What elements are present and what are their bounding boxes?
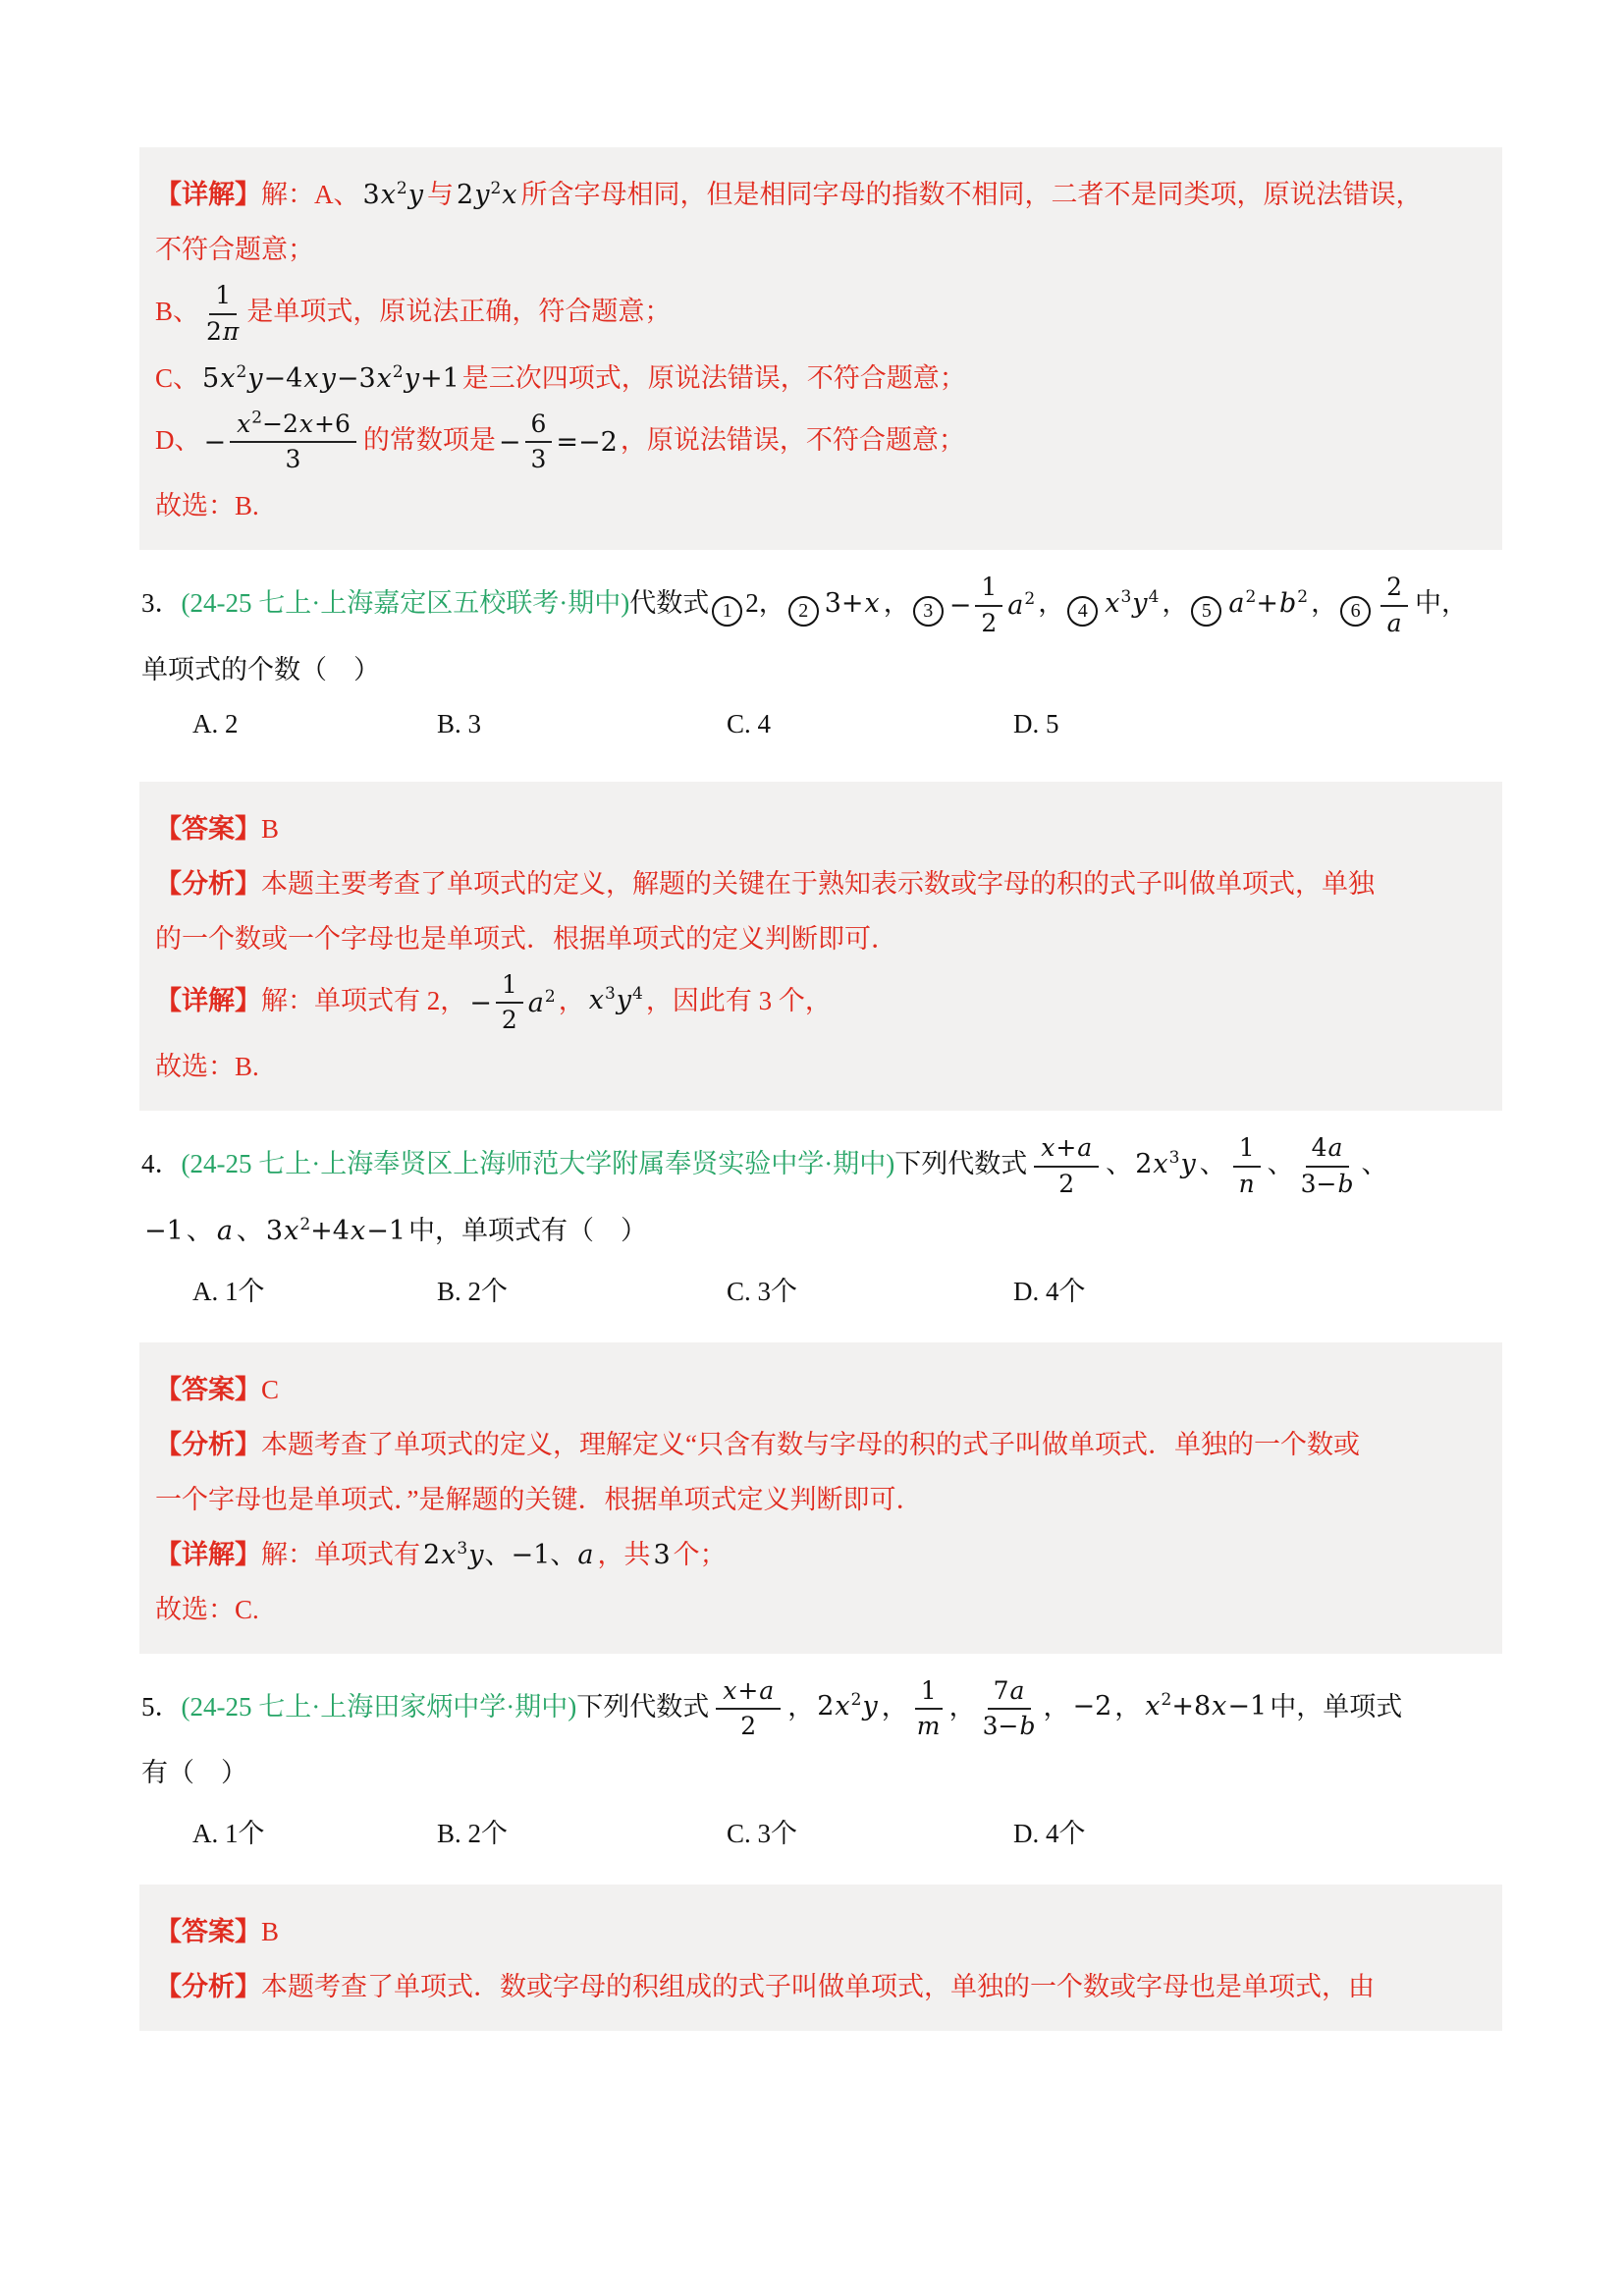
- math-variable: x: [1153, 1148, 1168, 1179]
- text-segment: 、: [1361, 1148, 1388, 1178]
- text-segment: 中，单项式有（ ）: [408, 1215, 648, 1245]
- math-exponent: 3: [457, 1538, 468, 1558]
- question-3: [141, 574, 1502, 693]
- text-segment: 所含字母相同，但是相同字母的指数不相同，二者不是同类项，原说法错误，: [520, 180, 1423, 209]
- numerator: 6: [525, 410, 553, 444]
- document-line: [155, 861, 1485, 907]
- math-variable: x: [723, 1675, 737, 1705]
- numerator: 4a: [1306, 1134, 1350, 1168]
- fraction-suffix: [527, 980, 556, 1026]
- math-formula: [585, 985, 646, 1015]
- math-variable: m: [916, 1712, 941, 1741]
- option-c: C. 4: [727, 708, 772, 738]
- option-d: D. 4个: [1013, 1276, 1086, 1306]
- text-segment: ，: [883, 587, 910, 618]
- math-exponent: 2: [392, 361, 404, 382]
- fraction-formula: [1294, 1134, 1362, 1199]
- math-variable: a: [1077, 1133, 1093, 1162]
- text-segment: 本题主要考查了单项式的定义，解题的关键在于熟知表示数或字母的积的式子叫做单项式，单独: [261, 868, 1375, 899]
- document-line: [155, 916, 1485, 962]
- text-segment: ，: [881, 1691, 908, 1722]
- fraction-formula: [466, 971, 558, 1036]
- math-variable: n: [1238, 1169, 1255, 1198]
- denominator: 2: [501, 1006, 517, 1035]
- fraction-prefix: −: [498, 426, 521, 458]
- math-exponent: 4: [1148, 586, 1160, 607]
- numerator: x+a: [1034, 1134, 1099, 1168]
- math-variable: a: [1386, 608, 1402, 637]
- denominator: 2π: [206, 316, 240, 346]
- document-line: [155, 1477, 1485, 1523]
- math-formula: 3+x: [824, 587, 880, 619]
- denominator: 3−b: [982, 1712, 1036, 1741]
- option-b: B. 2个: [437, 1276, 509, 1306]
- math-variable: x: [220, 362, 236, 394]
- text-segment: (24-25 七上·上海奉贤区上海师范大学附属奉贤实验中学·期中): [181, 1148, 895, 1178]
- math-variable: x: [380, 180, 396, 210]
- math-variable: x: [588, 985, 604, 1016]
- fraction: [983, 1677, 1037, 1742]
- text-segment: ，: [948, 1691, 976, 1722]
- math-exponent: 2: [490, 179, 502, 198]
- math-variable: x: [441, 1539, 457, 1570]
- option-d: D. 4个: [1013, 1819, 1086, 1848]
- text-segment: 、: [236, 1215, 263, 1245]
- document-line: [141, 1134, 1502, 1199]
- document-line: [155, 1044, 1485, 1090]
- math-formula: $2x^3y$、−1、a: [423, 1538, 594, 1570]
- fraction-formula: [496, 410, 621, 475]
- math-exponent: 3: [1120, 586, 1132, 607]
- question-4: [141, 1134, 1502, 1254]
- document-line: [155, 282, 1485, 347]
- math-formula: $2y^2x$: [457, 179, 517, 210]
- option-a: A. 1个: [192, 1819, 265, 1848]
- bracket-tag-label: 【答案】: [155, 813, 261, 844]
- denominator: 2: [740, 1712, 757, 1741]
- numerator: 2: [1380, 574, 1408, 607]
- text-segment: B、: [155, 296, 200, 326]
- fraction-prefix: −: [203, 426, 227, 458]
- denominator: [1238, 1168, 1256, 1199]
- option-d: D. 5: [1013, 708, 1059, 738]
- math-variable: x: [864, 587, 880, 619]
- text-segment: ，: [1114, 1691, 1142, 1722]
- math-formula: −2: [1072, 1691, 1112, 1722]
- fraction-prefix: −: [948, 590, 972, 622]
- fraction-formula: [1374, 574, 1415, 638]
- bracket-tag-label: 【答案】: [155, 1374, 261, 1404]
- math-variable: a: [216, 1215, 233, 1246]
- bracket-tag-label: 【分析】: [155, 1429, 261, 1459]
- document-line: [155, 172, 1485, 218]
- math-variable: x: [502, 180, 517, 210]
- text-segment: 故选：B.: [155, 491, 259, 520]
- q4-answer-block: [139, 1342, 1502, 1654]
- document-line: [141, 1677, 1502, 1742]
- document-line: [141, 1750, 1502, 1796]
- document-content: [139, 147, 1502, 2031]
- text-segment: 5．: [141, 1691, 182, 1722]
- text-segment: 个；: [673, 1539, 727, 1569]
- math-formula: 3: [653, 1539, 671, 1570]
- math-exponent: 2: [1024, 589, 1036, 610]
- text-segment: D、: [155, 424, 201, 455]
- circled-number: 5: [1191, 596, 1221, 627]
- document-line: [155, 971, 1485, 1036]
- document-line: [155, 806, 1485, 852]
- text-segment: C、: [155, 362, 200, 393]
- math-variable: a: [527, 987, 544, 1018]
- document-line: [155, 1532, 1485, 1578]
- text-segment: 是三次四项式，原说法错误，不符合题意；: [461, 362, 966, 393]
- text-segment: 、: [1199, 1148, 1226, 1178]
- document-line: [155, 1367, 1485, 1413]
- circled-number: 3: [913, 596, 944, 627]
- denominator: [1386, 607, 1403, 638]
- math-formula: $a^2+b^2$: [1228, 586, 1309, 619]
- text-segment: B: [261, 1917, 280, 1946]
- math-variable: x: [303, 362, 319, 394]
- text-segment: ，: [1162, 587, 1189, 618]
- fraction: [1233, 1134, 1261, 1199]
- math-variable: x: [1105, 587, 1120, 619]
- text-segment: ，共: [597, 1539, 651, 1569]
- math-variable: x: [1212, 1691, 1227, 1722]
- bracket-tag-label: 【分析】: [155, 868, 261, 899]
- numerator: x+a: [716, 1677, 781, 1711]
- fraction: [525, 410, 553, 475]
- document-line: [141, 647, 1502, 693]
- math-variable: a: [1007, 590, 1024, 622]
- text-segment: ，: [558, 985, 585, 1015]
- math-exponent: 2: [1245, 586, 1257, 607]
- option-a: A. 1个: [192, 1276, 265, 1306]
- fraction-formula: [201, 410, 363, 475]
- math-exponent: 3: [1168, 1147, 1180, 1168]
- math-variable: x: [376, 362, 392, 394]
- bracket-tag-label: 【详解】: [155, 1539, 261, 1569]
- text-segment: 下列代数式: [576, 1691, 710, 1722]
- text-segment: 的常数项是: [362, 424, 496, 455]
- document-line: [155, 1587, 1485, 1633]
- document-line: [155, 227, 1485, 273]
- document-line: [141, 1208, 1502, 1254]
- math-variable: x: [237, 409, 251, 438]
- math-exponent: 2: [1161, 1690, 1172, 1711]
- math-formula: [213, 1216, 237, 1246]
- math-formula: $3x^2+4x-1$: [265, 1214, 406, 1246]
- math-variable: y: [407, 180, 424, 210]
- text-segment: ，因此有 3 个，: [645, 985, 832, 1015]
- text-segment: 2，: [745, 587, 785, 618]
- text-segment: 是单项式，原说法正确，符合题意；: [246, 296, 672, 326]
- bracket-tag-label: 【详解】: [155, 180, 261, 209]
- math-variable: x: [835, 1691, 850, 1722]
- text-segment: 解：A、: [261, 180, 360, 209]
- math-variable: x: [350, 1215, 366, 1246]
- text-segment: 3．: [141, 587, 182, 618]
- math-variable: b: [1278, 587, 1297, 619]
- fraction-suffix: =−2: [556, 426, 618, 458]
- math-formula: $x^2+8x-1$: [1145, 1690, 1268, 1722]
- math-variable: y: [862, 1691, 878, 1722]
- math-variable: π: [222, 316, 240, 346]
- fraction-formula: [976, 1677, 1044, 1742]
- circled-number: 4: [1067, 596, 1098, 627]
- math-exponent: 2: [396, 179, 407, 198]
- document-line: [155, 1964, 1485, 2010]
- bracket-tag-label: 【答案】: [155, 1917, 261, 1946]
- fraction: [1301, 1134, 1355, 1199]
- math-variable: y: [616, 985, 632, 1016]
- fraction: [975, 574, 1002, 638]
- q3-answer-block: [139, 782, 1502, 1112]
- text-segment: 、: [1267, 1148, 1294, 1178]
- math-variable: y: [247, 362, 263, 394]
- math-variable: a: [1228, 587, 1245, 619]
- math-variable: x: [1145, 1691, 1161, 1722]
- text-segment: 代数式: [629, 587, 710, 618]
- math-exponent: 3: [604, 984, 616, 1005]
- math-variable: a: [1327, 1133, 1343, 1162]
- numerator: 1: [209, 282, 237, 315]
- math-exponent: 2: [299, 1214, 311, 1234]
- math-variable: x: [298, 409, 314, 438]
- text-segment: ，: [1311, 587, 1338, 618]
- document-line: [155, 355, 1485, 402]
- fraction-formula: [709, 1677, 787, 1742]
- question-5: [141, 1677, 1502, 1797]
- fraction: [230, 410, 356, 475]
- text-segment: 解：单项式有: [261, 1539, 420, 1569]
- fraction-formula: [908, 1677, 949, 1742]
- bracket-tag-label: 【分析】: [155, 1972, 261, 2001]
- fraction-formula: [1027, 1134, 1106, 1199]
- math-variable: y: [404, 362, 419, 394]
- option-b: B. 2个: [437, 1819, 509, 1848]
- math-variable: x: [284, 1215, 299, 1246]
- math-exponent: 4: [632, 984, 643, 1005]
- text-segment: 有（ ）: [141, 1758, 247, 1787]
- text-segment: 、: [1106, 1148, 1133, 1178]
- fraction: [1380, 574, 1408, 638]
- text-segment: 与: [427, 180, 455, 209]
- text-segment: ，原说法错误，不符合题意；: [620, 424, 965, 455]
- text-segment: 单项式的个数（ ）: [141, 654, 380, 684]
- math-formula: $3x^2y$: [362, 179, 424, 210]
- math-variable: y: [1180, 1148, 1196, 1179]
- math-variable: a: [759, 1675, 775, 1705]
- numerator: 7a: [988, 1677, 1032, 1711]
- math-variable: y: [468, 1539, 484, 1570]
- text-segment: 下列代数式: [894, 1148, 1028, 1178]
- text-segment: 故选：C.: [155, 1594, 259, 1624]
- document-line: [155, 1422, 1485, 1468]
- math-variable: a: [577, 1539, 594, 1570]
- math-exponent: 2: [850, 1690, 862, 1711]
- text-segment: 4．: [141, 1148, 182, 1178]
- math-variable: b: [1019, 1712, 1036, 1741]
- denominator: 2: [1058, 1169, 1075, 1198]
- text-segment: 不符合题意；: [155, 235, 314, 264]
- bracket-tag-label: 【详解】: [155, 985, 261, 1015]
- circled-number: 6: [1340, 596, 1371, 627]
- text-segment: (24-25 七上·上海田家炳中学·期中): [181, 1691, 577, 1722]
- option-c: C. 3个: [727, 1819, 798, 1848]
- denominator: [916, 1710, 942, 1741]
- math-variable: y: [320, 362, 336, 394]
- q2-detail-block: [139, 147, 1502, 550]
- text-segment: 故选：B.: [155, 1052, 259, 1081]
- fraction-formula: [199, 282, 246, 347]
- math-formula: −1: [144, 1215, 184, 1246]
- circled-number: 1: [712, 596, 742, 627]
- question-3-options: [139, 709, 1502, 758]
- fraction-formula: [1226, 1134, 1268, 1199]
- text-segment: B: [261, 813, 280, 844]
- q5-answer-block: [139, 1885, 1502, 2031]
- denominator: 2: [981, 608, 998, 637]
- circled-number: 2: [788, 596, 819, 627]
- fraction: [496, 971, 523, 1036]
- text-segment: 一个字母也是单项式．”是解题的关键．根据单项式定义判断即可．: [155, 1484, 923, 1514]
- denominator: 3−b: [1300, 1169, 1354, 1198]
- document-line: [141, 574, 1502, 638]
- question-5-options: [139, 1812, 1502, 1861]
- fraction-prefix: −: [469, 987, 492, 1018]
- math-variable: x: [1041, 1133, 1055, 1162]
- text-segment: ，: [1043, 1691, 1070, 1722]
- fraction: [206, 282, 240, 347]
- question-4-options: [139, 1270, 1502, 1319]
- numerator: 1: [975, 574, 1002, 607]
- text-segment: 、: [186, 1215, 213, 1245]
- text-segment: (24-25 七上·上海嘉定区五校联考·期中): [181, 587, 630, 618]
- text-segment: 的一个数或一个字母也是单项式．根据单项式的定义判断即可．: [155, 923, 897, 954]
- math-exponent: 2: [544, 986, 556, 1007]
- math-formula: [1101, 588, 1162, 619]
- text-segment: ，: [787, 1691, 815, 1722]
- math-formula: $2x^3y$: [1135, 1147, 1196, 1179]
- numerator: 1: [1233, 1134, 1261, 1168]
- document-line: [155, 410, 1485, 475]
- denominator: 3: [285, 445, 301, 474]
- denominator: 3: [530, 445, 547, 474]
- text-segment: C: [261, 1374, 280, 1404]
- math-exponent: 2: [1297, 586, 1309, 607]
- document-line: [155, 483, 1485, 529]
- fraction: [915, 1677, 943, 1742]
- option-b: B. 3: [437, 708, 482, 738]
- document-line: [155, 1909, 1485, 1955]
- math-exponent: 2: [236, 361, 247, 382]
- fraction-suffix: [1006, 582, 1035, 629]
- text-segment: 本题考查了单项式的定义，理解定义“只含有数与字母的积的式子叫做单项式．单独的一个数或: [261, 1429, 1360, 1459]
- math-exponent: 2: [251, 408, 263, 428]
- numerator: $x^2-2x+6$: [230, 410, 356, 444]
- fraction: [716, 1677, 781, 1742]
- numerator: 1: [496, 971, 523, 1005]
- numerator: 1: [915, 1677, 943, 1711]
- text-segment: 本题考查了单项式．数或字母的积组成的式子叫做单项式，单独的一个数或字母也是单项式，由: [261, 1972, 1375, 2001]
- math-variable: y: [1132, 587, 1148, 619]
- math-formula: $5x^2y-4xy-3x^2y+1$: [202, 361, 460, 394]
- text-segment: 中，单项式: [1270, 1691, 1403, 1722]
- option-a: A. 2: [192, 708, 239, 738]
- text-segment: 解：单项式有 2，: [261, 985, 467, 1015]
- math-formula: $2x^2y$: [817, 1690, 878, 1722]
- option-c: C. 3个: [727, 1276, 798, 1306]
- math-variable: y: [474, 180, 490, 210]
- text-segment: 中，: [1414, 587, 1468, 618]
- math-variable: b: [1337, 1169, 1354, 1198]
- fraction-formula: [947, 574, 1038, 638]
- text-segment: ，: [1038, 587, 1065, 618]
- fraction: [1034, 1134, 1099, 1199]
- math-variable: a: [1009, 1675, 1025, 1705]
